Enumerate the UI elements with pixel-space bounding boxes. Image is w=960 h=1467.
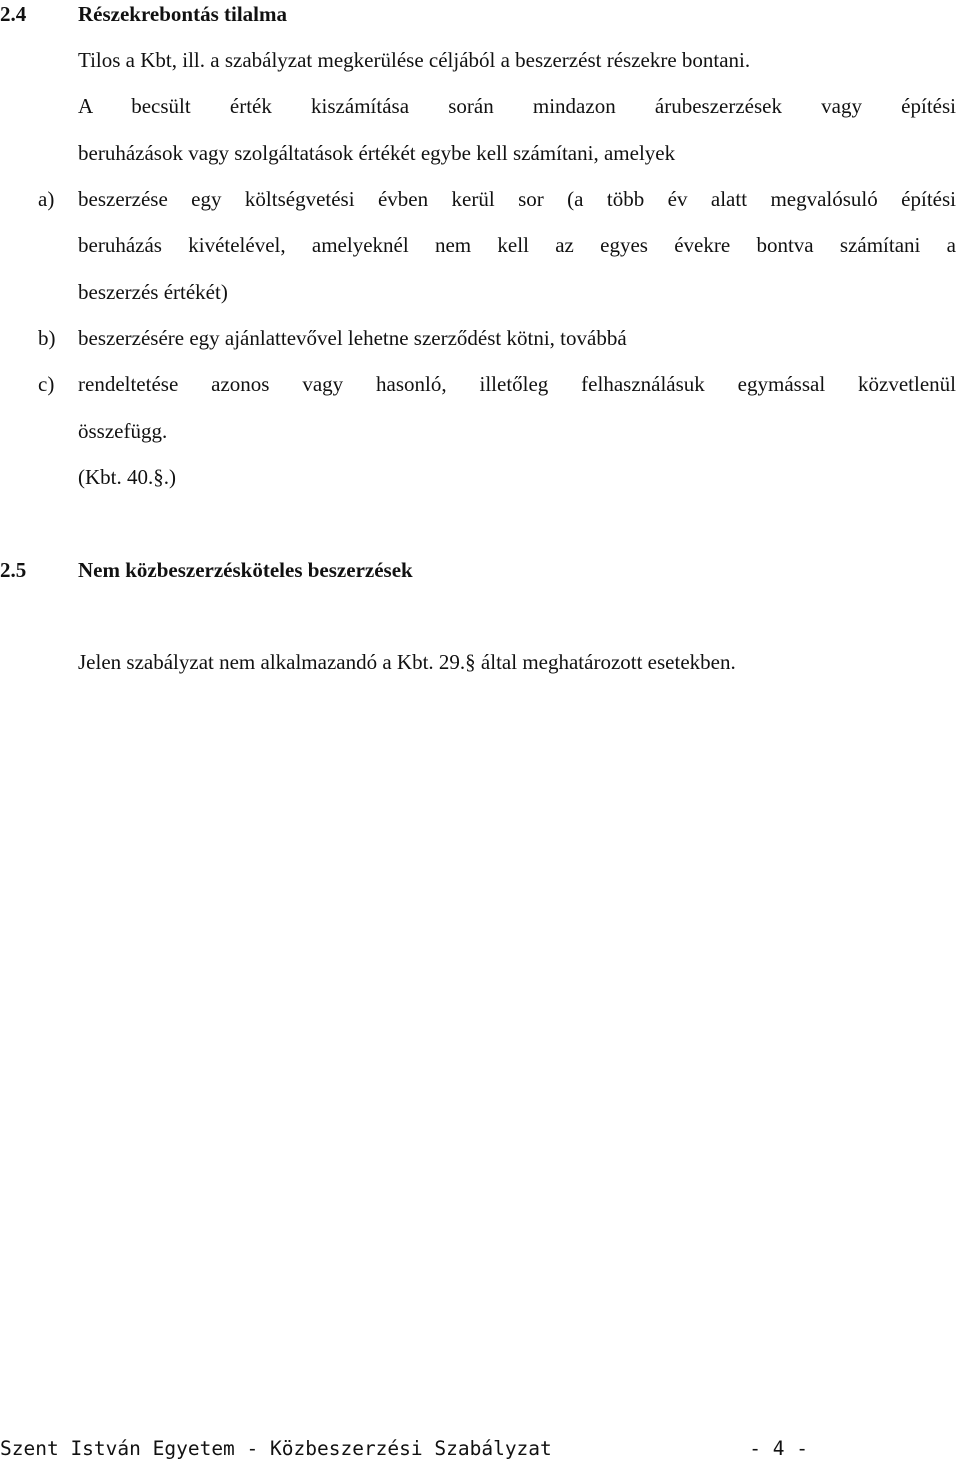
list-item-a-line-2: beruházás kivételével, amelyeknél nem kell az egyes évekre bontva számítani a (78, 233, 956, 257)
section-2-5-paragraph-1: Jelen szabályzat nem alkalmazandó a Kbt. 29.§ által meghatározott esetekben. (78, 650, 736, 674)
legal-reference: (Kbt. 40.§.) (78, 465, 176, 489)
footer-page-number: - 4 - (749, 1437, 808, 1460)
footer-document-title: Szent István Egyetem - Közbeszerzési Szabályzat (0, 1437, 552, 1460)
page-footer (0, 1436, 808, 1462)
list-marker-a: a) (38, 187, 55, 211)
section-2-5-title: Nem közbeszerzésköteles beszerzések (78, 558, 413, 582)
section-2-5-number: 2.5 (0, 558, 27, 582)
section-2-4-paragraph-2-line-1: A becsült érték kiszámítása során mindazon árubeszerzések vagy építési (78, 94, 956, 118)
list-item-a-line-1: beszerzése egy költségvetési évben kerül sor (a több év alatt megvalósuló építési (78, 187, 956, 211)
section-2-4-title: Részekrebontás tilalma (78, 2, 288, 26)
section-2-4-paragraph-2-line-2: beruházások vagy szolgáltatások értékét egybe kell számítani, amelyek (78, 141, 676, 165)
list-item-a-line-3: beszerzés értékét) (78, 280, 228, 304)
list-marker-b: b) (38, 326, 56, 350)
list-item-c-line-1: rendeltetése azonos vagy hasonló, illetőleg felhasználásuk egymással közvetlenül (78, 372, 956, 396)
section-2-4-number: 2.4 (0, 2, 27, 26)
list-item-b-line-1: beszerzésére egy ajánlattevővel lehetne szerződést kötni, továbbá (78, 326, 627, 350)
section-2-4-paragraph-1: Tilos a Kbt, ill. a szabályzat megkerülése céljából a beszerzést részekre bontani. (78, 48, 751, 72)
list-item-c-line-2: összefügg. (78, 419, 168, 443)
list-marker-c: c) (38, 372, 55, 396)
